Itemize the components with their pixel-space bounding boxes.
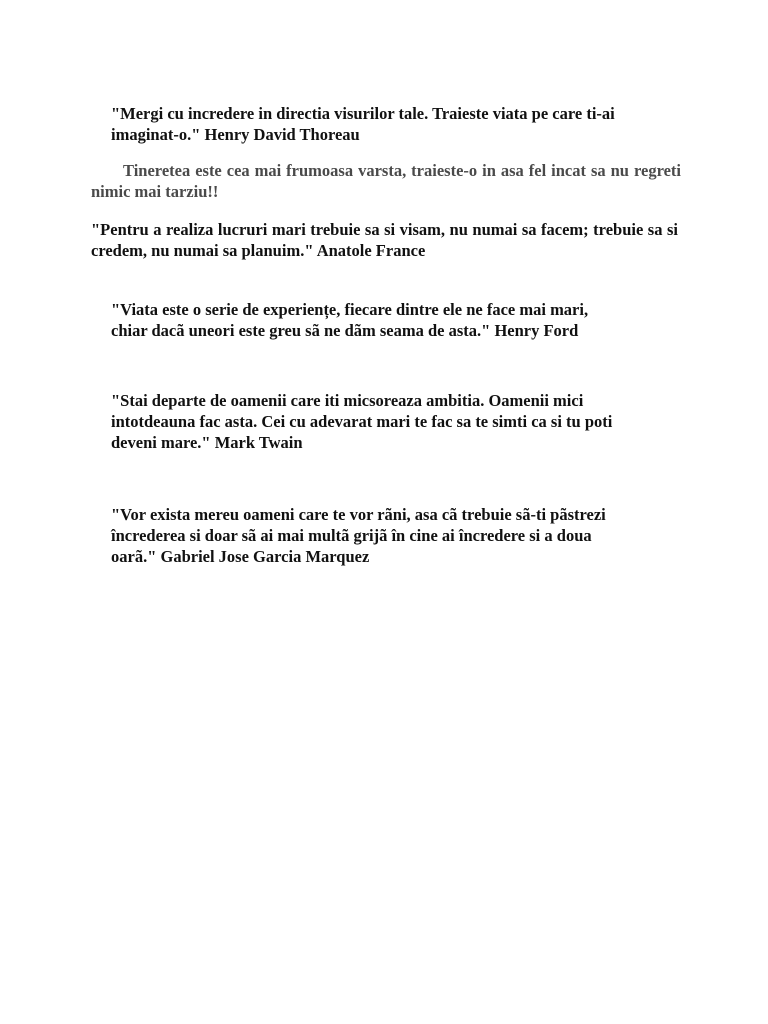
quote-tineretea: Tineretea este cea mai frumoasa varsta, traieste-o in asa fel incat sa nu regreti nimic mai tarziu!! [91, 161, 681, 201]
quote-anatole-france: "Pentru a realiza lucruri mari trebuie sa si visam, nu numai sa facem; trebuie sa si credem, nu numai sa planuim." Anatole France [91, 220, 678, 260]
quote-mark-twain: "Stai departe de oamenii care iti micsoreaza ambitia. Oamenii mici intotdeauna fac asta. Cei cu adevarat mari te fac sa te simti ca si tu poti deveni mare." Mark Twain [111, 391, 613, 452]
quote-henry-ford: "Viata este o serie de experiențe, fiecare dintre ele ne face mai mari, chiar dacã uneori este greu sã ne dãm seama de asta." Henry Ford [111, 300, 589, 340]
quote-garcia-marquez: "Vor exista mereu oameni care te vor rãni, asa cã trebuie sã-ti pãstrezi încrederea si doar sã ai mai multã grijã în cine ai încredere si a doua oarã." Gabriel Jose Garcia Marquez [111, 505, 606, 566]
quote-thoreau: "Mergi cu incredere in directia visurilor tale. Traieste viata pe care ti-ai imaginat-o." Henry David Thoreau [111, 104, 615, 144]
